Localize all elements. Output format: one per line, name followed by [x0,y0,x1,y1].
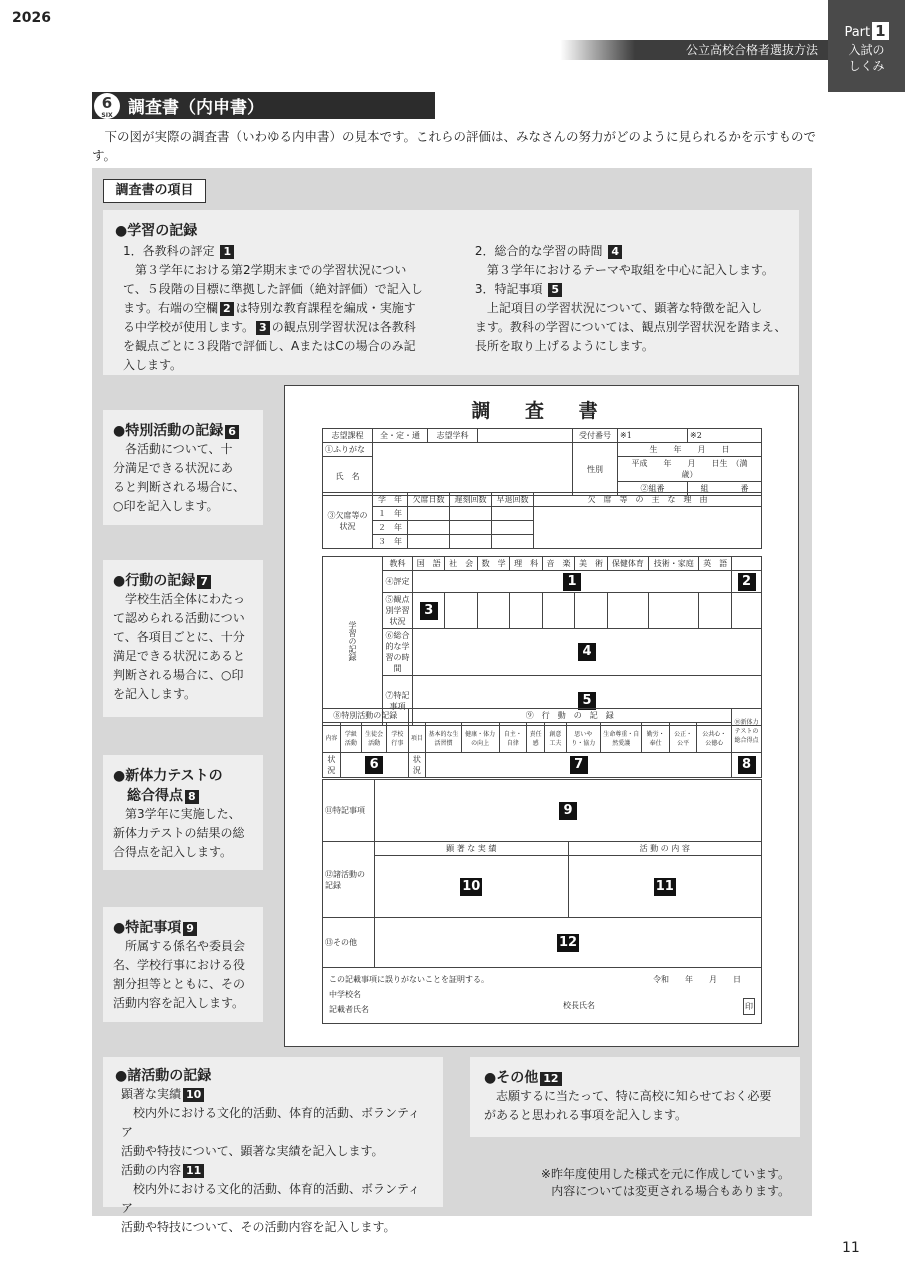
text-line: て、５段階の目標に準拠した評価（絶対評価）で記入し [123,282,423,296]
part-label: Part [844,25,871,40]
form-cell: 数 学 [477,557,509,571]
num-badge: 5 [548,283,562,297]
text-line: があると思われる事項を記入します。 [484,1108,688,1122]
form-cell: ⑨ 行 動 の 記 録 [408,709,731,723]
num-badge: 8 [185,790,199,804]
form-cell: 学校行事 [387,723,408,753]
panel-heading: ●特記事項 [113,920,182,936]
form-cell: ⑫諸活動の記録 [323,842,375,918]
form-cell: 内容 [323,723,341,753]
note-line: 内容については変更される場合もあります。 [551,1184,790,1198]
form-cell: 責任感 [527,723,545,753]
form-cell: ⑬その他 [323,918,375,968]
form-cell: ④評定 [383,571,413,593]
text-line: る中学校が使用します。 [123,320,255,334]
form-cell: 氏 名 [323,457,373,496]
form-cell: ⑪特記事項 [323,780,375,842]
form-cell: 組 番 [688,482,762,496]
text-line: 合得点を記入します。 [113,845,233,859]
form-table-activities [322,708,762,778]
marker-5: 5 [578,692,596,710]
form-cell: ⑤観点別学習状況 [383,593,413,629]
panel-heading: ●その他 [484,1070,539,1086]
form-cell: ※1 [618,429,688,443]
form-cell: ⑥総合的な学習の時間 [383,629,413,676]
form-cell: ⑩新体力テストの総合得点 [732,709,762,753]
form-cell: 社 会 [445,557,477,571]
form-table-learning [322,556,762,726]
form-title: 調 査 書 [471,400,612,422]
text-line: 分満足できる状況にあ [113,461,234,475]
form-cell: 健康・体力の向上 [461,723,499,753]
text-line: を観点ごとに３段階で評価し、AまたはCの場合のみ記 [123,339,416,353]
form-cell: 項目 [408,723,426,753]
text-line: 活動や特技について、その活動内容を記入します。 [121,1220,396,1234]
marker-7: 7 [570,756,588,774]
marker-12: 12 [558,934,578,950]
form-table-absence [322,492,762,549]
text-line: 志願するに当たって、特に高校に知らせておく必要 [484,1089,772,1103]
section-title-text: 調査書（内申書） [128,98,264,118]
form-cell: 理 科 [510,557,542,571]
form-table-top [322,428,762,496]
form-cell: 志望学科 [428,429,478,443]
form-cell: 国 語 [413,557,445,571]
form-cell: 思いやり・協力 [566,723,600,753]
panel-heading: ●諸活動の記録 [115,1068,212,1084]
panel-heading: ●行動の記録 [113,573,196,589]
item-title: 1．各教科の評定 [123,244,215,258]
form-cell: 志望課程 [323,429,373,443]
learning-col-left [115,242,447,375]
marker-2: 2 [738,573,756,591]
form-cell: 欠 席 等 の 主 な 理 由 [534,493,762,507]
behavior-panel [103,560,263,717]
form-cell: 保健体育 [607,557,648,571]
panel-heading: ●特別活動の記録 [113,423,224,439]
num-badge: 11 [183,1164,204,1178]
cert-text: この記載事項に誤りがないことを証明する。 [329,975,489,984]
text-line: 校内外における文化的活動、体育的活動、ボランティア [121,1182,421,1215]
form-cell: 音 楽 [542,557,574,571]
item-title: 3．特記事項 [474,282,543,296]
form-cell: 創意工夫 [545,723,566,753]
note-line: ※昨年度使用した様式を元に作成しています。 [540,1167,790,1181]
marker-6: 6 [365,756,383,774]
header-bar: 公立高校合格者選抜方法 [560,40,828,60]
text-line: 校内外における文化的活動、体育的活動、ボランティア [121,1106,421,1139]
text-line: 判断される場合に、○印 [113,668,244,682]
form-cell: 英 語 [699,557,732,571]
text-line: の観点別学習状況は各教科 [271,320,416,334]
text-line: ます。右端の空欄 [123,301,219,315]
num-badge: 6 [225,425,239,439]
part-number: 1 [872,22,888,40]
form-cell: ⑦特記事項 [383,676,413,726]
report-form [284,385,799,1047]
text-line: 第３学年におけるテーマや取組を中心に記入します。 [474,263,774,277]
part-sub2: しくみ [848,59,885,73]
form-cell: 美 術 [575,557,607,571]
learning-col-right [475,242,787,375]
items-label: 調査書の項目 [103,179,206,203]
num-badge: 9 [183,922,197,936]
text-line: 上記項目の学習状況について、顕著な特徴を記入し [474,301,763,315]
num-badge: 1 [220,245,234,259]
num-badge: 3 [256,321,270,335]
text-line: 新体力テストの結果の総 [113,826,245,840]
form-cell: 勤労・奉仕 [642,723,669,753]
sub-title: 活動の内容 [121,1163,182,1177]
footnote [480,1166,790,1200]
form-cell: 受付番号 [573,429,618,443]
form-cell: 遅刻回数 [450,493,492,507]
form-cell: １ 年 [373,507,408,521]
text-line: 第３学年における第2学期末までの学習状況につい [123,263,407,277]
form-cell: ３ 年 [373,535,408,549]
form-cell: ①ふりがな [323,443,373,457]
certification-cell [323,968,762,1024]
form-cell: 早退回数 [492,493,534,507]
form-cell: 顕 著 な 実 績 [375,842,569,856]
text-line: 長所を取り上げるようにします。 [474,339,654,353]
item-title: 2．総合的な学習の時間 [474,244,603,258]
part-sub1: 入試の [848,43,885,57]
num-badge: 4 [608,245,622,259]
num-badge: 10 [183,1088,204,1102]
marker-11: 11 [655,878,674,894]
section-title [92,92,435,119]
cert-date: 令和 年 月 日 [653,975,741,984]
num-badge: 2 [220,302,234,316]
text-line: 各活動について、十 [113,442,233,456]
form-cell: 性別 [573,443,618,496]
other-panel [470,1057,800,1137]
num-badge: 7 [197,575,211,589]
form-cell: 状況 [323,753,341,778]
text-line: 第3学年に実施した、 [113,807,241,821]
form-cell: 学 年 [373,493,408,507]
form-cell: 生徒会活動 [362,723,387,753]
form-cell: 欠席日数 [408,493,450,507]
form-cell: ２ 年 [373,521,408,535]
text-line: ○印を記入します。 [113,499,219,513]
form-table-remarks [322,779,762,1024]
marker-4: 4 [578,643,596,661]
seal-mark: 印 [743,998,755,1015]
section-number-badge: 6 SIX [94,93,120,119]
learning-heading: ●学習の記録 [115,223,198,239]
activities-panel [103,1057,443,1234]
form-cell: 活 動 の 内 容 [568,842,762,856]
form-cell: 平成 年 月 日生 （満 歳） [618,457,762,482]
form-cell: 全・定・通 [373,429,428,443]
text-line: 学校生活全体にわたっ [113,592,246,606]
special-activity-panel [103,410,263,525]
part-tab [828,0,905,92]
text-line: を記入します。 [113,687,197,701]
form-cell: 状況 [408,753,426,778]
writer-name: 記載者氏名 [329,1005,369,1014]
form-cell: 生命尊重・自然愛護 [601,723,642,753]
remarks-panel [103,907,263,1022]
page-number: 11 [842,1240,860,1256]
text-line: て、各項目ごとに、十分 [113,630,245,644]
text-line: ます。教科の学習については、観点別学習状況を踏まえ、 [474,320,787,334]
text-line: 活動や特技について、顕著な実績を記入します。 [121,1144,384,1158]
form-cell: 技術・家庭 [649,557,699,571]
text-line: 所属する係名や委員会 [113,939,246,953]
panel-heading: ●新体力テストの [113,768,223,784]
text-line: 入します。 [123,358,183,372]
marker-10: 10 [462,878,481,894]
marker-3: 3 [420,602,438,620]
form-cell: 学級活動 [340,723,361,753]
form-cell: 自主・自律 [499,723,526,753]
marker-9: 9 [559,802,577,820]
text-line: 割分担等とともに、その [113,977,246,991]
form-cell: ③欠席等の状況 [323,493,373,549]
text-line: は特別な教育課程を編成・実施す [235,301,416,315]
form-cell: 基本的な生活習慣 [426,723,461,753]
school-name: 中学校名 [329,990,361,999]
form-cell: ※2 [688,429,762,443]
form-cell: ②組番 [618,482,688,496]
text-line: 満足できる状況にあると [113,649,246,663]
form-cell: 公正・公平 [669,723,696,753]
marker-1: 1 [563,573,581,591]
fitness-panel [103,755,263,870]
text-line: 名、学校行事における役 [113,958,246,972]
text-line: 活動内容を記入します。 [113,996,245,1010]
form-cell: 教科 [383,557,413,571]
text-line: ると判断される場合に、 [113,480,246,494]
sub-title: 顕著な実績 [121,1087,182,1101]
year-label: 2026 [12,10,51,26]
form-cell: 公共心・公徳心 [697,723,732,753]
learning-panel [103,210,799,375]
marker-8: 8 [738,756,756,774]
form-cell: ⑧特別活動の記録 [323,709,409,723]
intro-line: 下の図が実際の調査書（いわゆる内申書）の見本です。これらの評価は、みなさんの努力がどのように見られるかを示すものです。 [92,129,817,163]
panel-heading: 総合得点 [127,788,183,804]
num-badge: 12 [540,1072,561,1086]
text-line: て認められる活動につい [113,611,245,625]
form-cell: 生 年 月 日 [618,443,762,457]
principal-name: 校長氏名 [563,1001,595,1010]
form-cell: 学習の記録 [323,557,383,726]
